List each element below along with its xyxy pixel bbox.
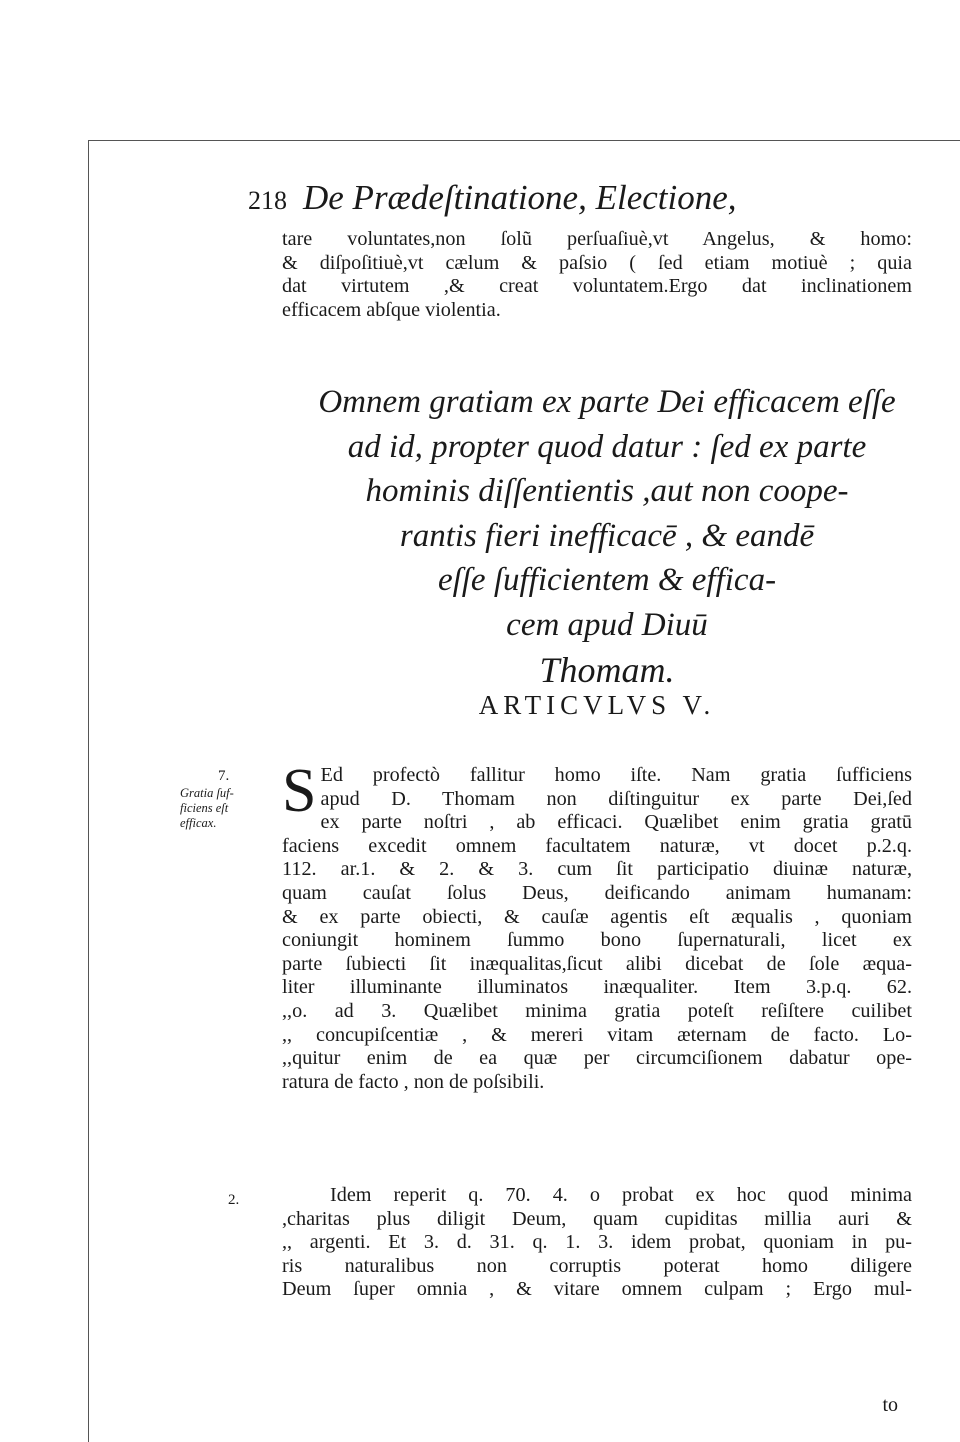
text-line: efficacem abſque violentia. xyxy=(282,298,501,321)
margin-note-line: Gratia ſuf- xyxy=(180,786,234,800)
text-line: & ex parte obiecti, & cauſæ agentis eſt æqualis , quoniam xyxy=(282,905,912,928)
text-line: ,, concupiſcentiæ , & mereri vitam æternam de facto. Lo- xyxy=(282,1023,912,1046)
text-line: ,,o. ad 3. Quælibet minima gratia poteſt reſiſtere cuilibet xyxy=(282,999,912,1022)
title-line: ad id, propter quod datur : ſed ex parte xyxy=(347,428,867,465)
text-line: ,,quitur enim de ea quæ per circumciſionem dabatur ope- xyxy=(282,1047,912,1070)
text-line: Deum ſuper omnia , & vitare omnem culpam ; Ergo mul- xyxy=(282,1278,912,1301)
text-line: tare voluntates,non ſolũ perſuaſiuè,vt Angelus, & homo: xyxy=(282,228,912,250)
article-heading: ARTICVLVS V. xyxy=(478,690,716,720)
text-line: coniungit hominem ſummo bono ſupernaturali, licet ex xyxy=(282,929,912,952)
text-line: 112. ar.1. & 2. & 3. cum ſit participatio diuinæ naturæ, xyxy=(282,858,912,881)
drop-cap: S xyxy=(282,757,317,825)
text-line: dat virtutem ,& creat voluntatem.Ergo dat inclinationem xyxy=(282,275,912,298)
title-line: Thomam. xyxy=(539,649,675,690)
running-title: De Prædeſtinatione, Electione, xyxy=(303,178,737,217)
text-line: apud D. Thomam non diſtinguitur ex parte Dei,ſed xyxy=(320,787,912,810)
text-line: ,charitas plus diligit Deum, quam cupiditas millia auri & xyxy=(282,1207,912,1230)
body-paragraph-2 xyxy=(282,1184,912,1302)
margin-note-line: efficax. xyxy=(180,816,217,830)
text-line: Ed profectò fallitur homo iſte. Nam gratia ſufficiens xyxy=(320,764,912,786)
text-line: Idem reperit q. 70. 4. o probat ex hoc quod minima xyxy=(330,1184,912,1206)
title-line: Omnem gratiam ex parte Dei efficacem eſſe xyxy=(318,384,896,420)
title-line: rantis fieri inefficacē , & eandē xyxy=(399,517,815,554)
text-line: ratura de facto , non de poſsibili. xyxy=(282,1070,545,1093)
chapter-title xyxy=(282,380,932,692)
body-paragraph-1 xyxy=(282,757,912,1094)
text-line: quam cauſat ſolus Deus, deificando animam humanam: xyxy=(282,881,912,904)
intro-paragraph xyxy=(282,228,912,322)
text-line: ,, argenti. Et 3. d. 31. q. 1. 3. idem probat, quoniam in pu- xyxy=(282,1231,912,1254)
running-header xyxy=(248,178,808,228)
title-line: cem apud Diuū xyxy=(506,606,708,643)
text-line: faciens excedit omnem facultatem naturæ, vt docet p.2.q. xyxy=(282,834,912,857)
margin-number: 7. xyxy=(218,768,230,784)
margin-number: 2. xyxy=(228,1192,240,1208)
text-line: ris naturalibus non corruptis poterat homo diligere xyxy=(282,1254,912,1277)
page-number: 218 xyxy=(248,186,287,215)
text-line: parte ſubiecti ſit inæqualitas,ſicut alibi dicebat de ſole æqua- xyxy=(282,952,912,975)
title-line: eſſe ſufficientem & effica- xyxy=(437,562,777,599)
title-line: hominis diſſentientis ,aut non coope- xyxy=(365,473,849,510)
margin-note-line: ficiens eſt xyxy=(180,801,229,815)
catchword: to xyxy=(882,1394,898,1416)
margin-note xyxy=(180,786,272,831)
text-line: liter illuminante illuminatos inæqualiter. Item 3.p.q. 62. xyxy=(282,976,912,999)
text-line: & diſpoſitiuè,vt cælum & paſsio ( ſed etiam motiuè ; quia xyxy=(282,251,912,274)
text-line: ex parte noſtri , ab efficaci. Quælibet enim gratia gratū xyxy=(320,811,912,834)
